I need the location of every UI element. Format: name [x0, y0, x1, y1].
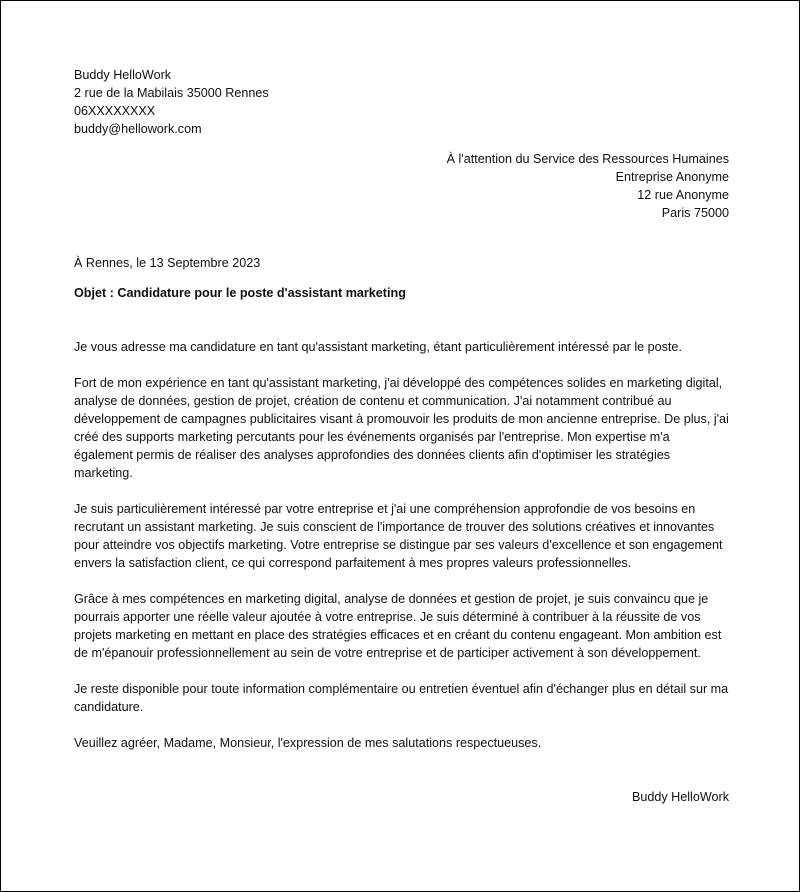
- recipient-company: Entreprise Anonyme: [615, 170, 729, 184]
- sender-address: 2 rue de la Mabilais 35000 Rennes: [74, 86, 269, 100]
- recipient-attention: À l'attention du Service des Ressources Humaines: [446, 152, 729, 166]
- subject-line: Objet : Candidature pour le poste d'assistant marketing: [74, 286, 406, 300]
- recipient-city: Paris 75000: [661, 206, 729, 220]
- body-paragraph: Je vous adresse ma candidature en tant qu'assistant marketing, étant particulièrement intéressé par le poste.: [74, 340, 682, 354]
- body-paragraph: Je suis particulièrement intéressé par votre entreprise et j'ai une compréhension approfondie de vos besoins en recrutant un assistant marketing. Je suis conscient de l'importance de trouver des solutions créatives et innovantes pour atteindre vos objectifs marketing. Votre entreprise se distingue par ses valeurs d'excellence et son engagement envers la satisfaction client, ce qui correspond parfaitement à mes propres valeurs professionnelles.: [74, 502, 723, 570]
- sender-email: buddy@hellowork.com: [74, 122, 202, 136]
- recipient-street: 12 rue Anonyme: [637, 188, 729, 202]
- letter-content: [74, 66, 729, 806]
- closing-paragraph: Veuillez agréer, Madame, Monsieur, l'expression de mes salutations respectueuses.: [74, 736, 542, 750]
- signature: Buddy HelloWork: [631, 790, 729, 804]
- sender-block: [74, 66, 729, 138]
- body-paragraph: Fort de mon expérience en tant qu'assistant marketing, j'ai développé des compétences solides en marketing digital, analyse de données, gestion de projet, création de contenu et communication. J'ai notamment contribué au développement de campagnes publicitaires visant à promouvoir les produits de mon ancienne entreprise. De plus, j'ai créé des supports marketing percutants pour les événements organisés par l'entreprise. Mon expertise m'a également permis de réaliser des analyses approfondies des données clients afin d'optimiser les stratégies marketing.: [74, 376, 729, 480]
- sender-phone: 06XXXXXXXX: [74, 104, 156, 118]
- recipient-block: [74, 150, 729, 222]
- date-line: À Rennes, le 13 Septembre 2023: [74, 256, 261, 270]
- body-paragraph: Je reste disponible pour toute information complémentaire ou entretien éventuel afin d'échanger plus en détail sur ma candidature.: [74, 682, 729, 714]
- sender-name: Buddy HelloWork: [74, 68, 172, 82]
- body-paragraph: Grâce à mes compétences en marketing digital, analyse de données et gestion de projet, je suis convaincu que je pourrais apporter une réelle valeur ajoutée à votre entreprise. Je suis déterminé à contribuer à la réussite de vos projets marketing en mettant en place des stratégies efficaces et en créant du contenu engageant. Mon ambition est de m'épanouir professionnellement au sein de votre entreprise et de participer activement à son développement.: [74, 592, 722, 660]
